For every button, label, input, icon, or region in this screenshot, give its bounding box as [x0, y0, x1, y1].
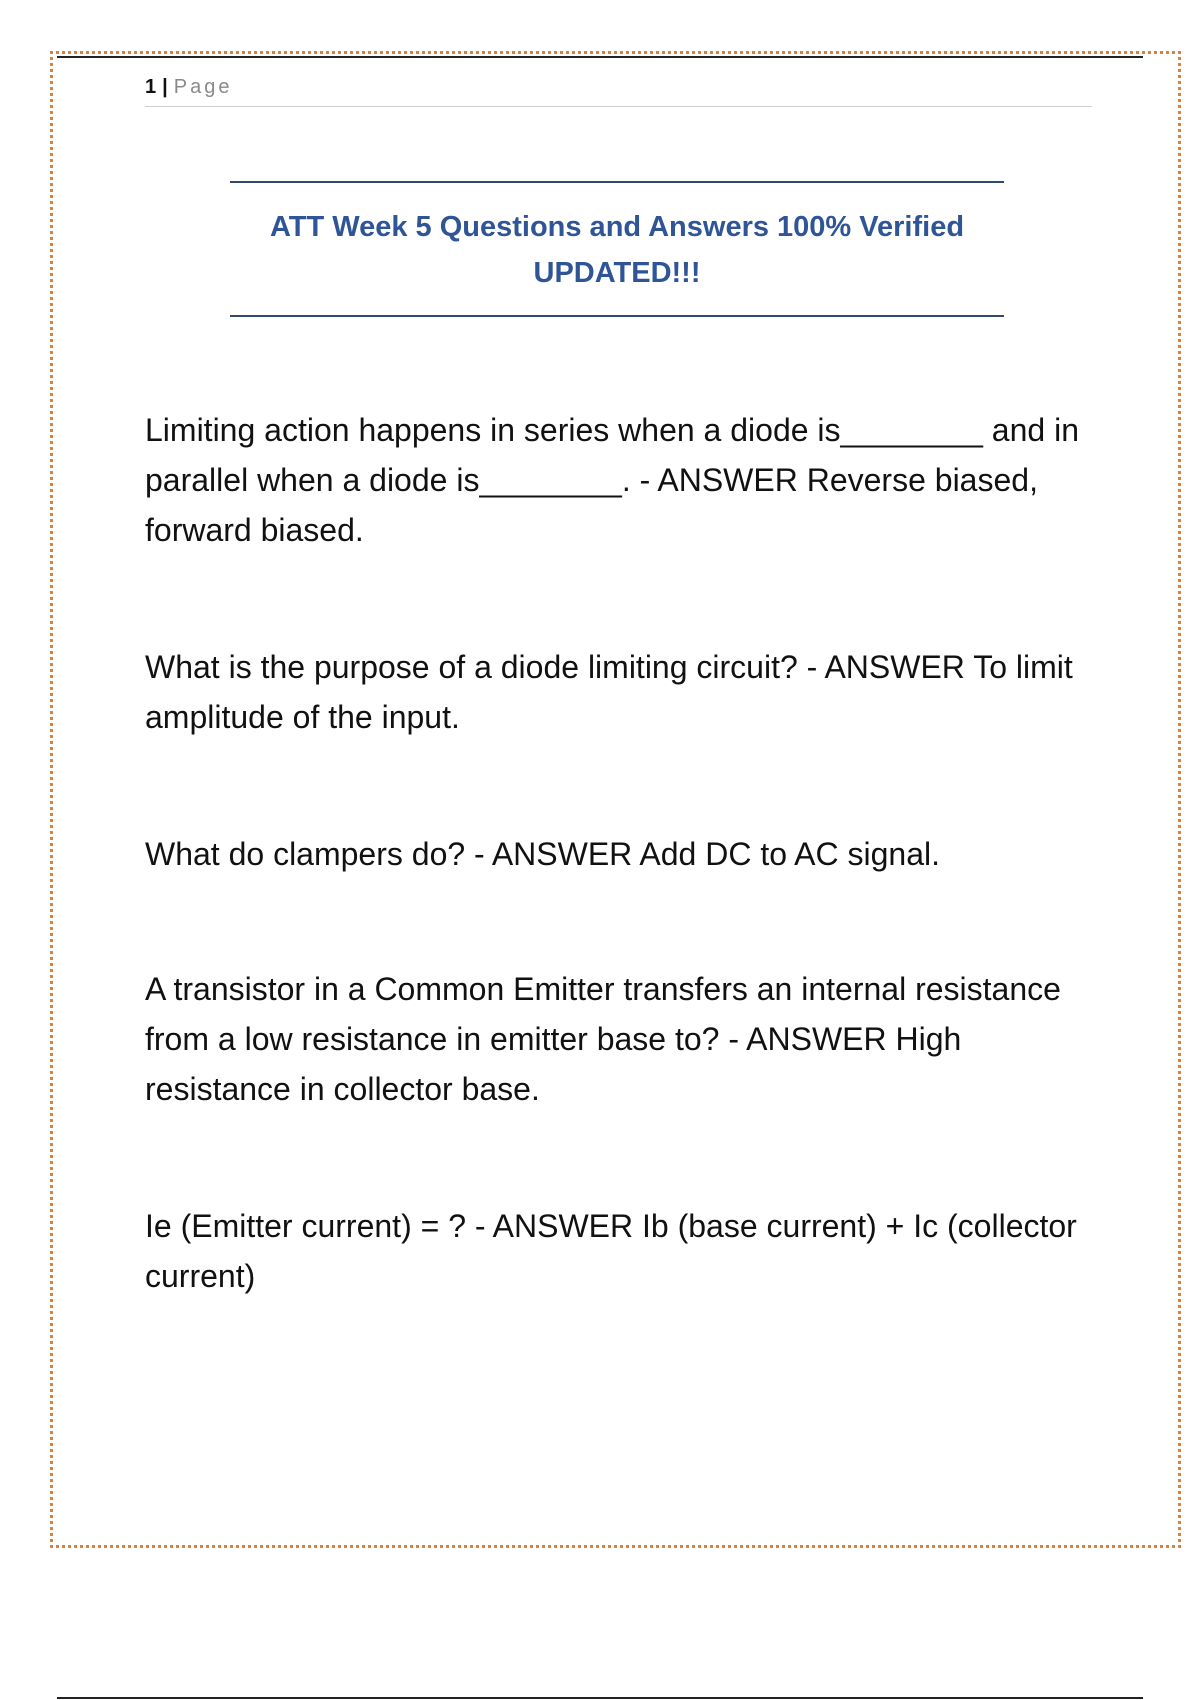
- page-label: Page: [173, 76, 233, 98]
- page-header: [145, 74, 1092, 107]
- qa-item-5: Ie (Emitter current) = ? - ANSWER Ib (base current) + Ic (collector current): [145, 1208, 1077, 1294]
- qa-item-1: Limiting action happens in series when a diode is________ and in parallel when a diode is________. - ANSWER Reverse biased, forward biased.: [145, 412, 1079, 548]
- qa-item-4: A transistor in a Common Emitter transfers an internal resistance from a low resistance in emitter base to? - ANSWER High resistance in collector base.: [145, 971, 1061, 1107]
- bottom-rule: [57, 1697, 1143, 1699]
- qa-item-2: What is the purpose of a diode limiting circuit? - ANSWER To limit amplitude of the input.: [145, 649, 1073, 735]
- top-rule: [57, 56, 1143, 58]
- page-number: 1: [145, 76, 157, 98]
- title-block: [230, 181, 1004, 317]
- page-separator: |: [162, 76, 168, 98]
- qa-item-3: What do clampers do? - ANSWER Add DC to AC signal.: [145, 836, 940, 872]
- document-title: ATT Week 5 Questions and Answers 100% Verified UPDATED!!!: [269, 211, 965, 289]
